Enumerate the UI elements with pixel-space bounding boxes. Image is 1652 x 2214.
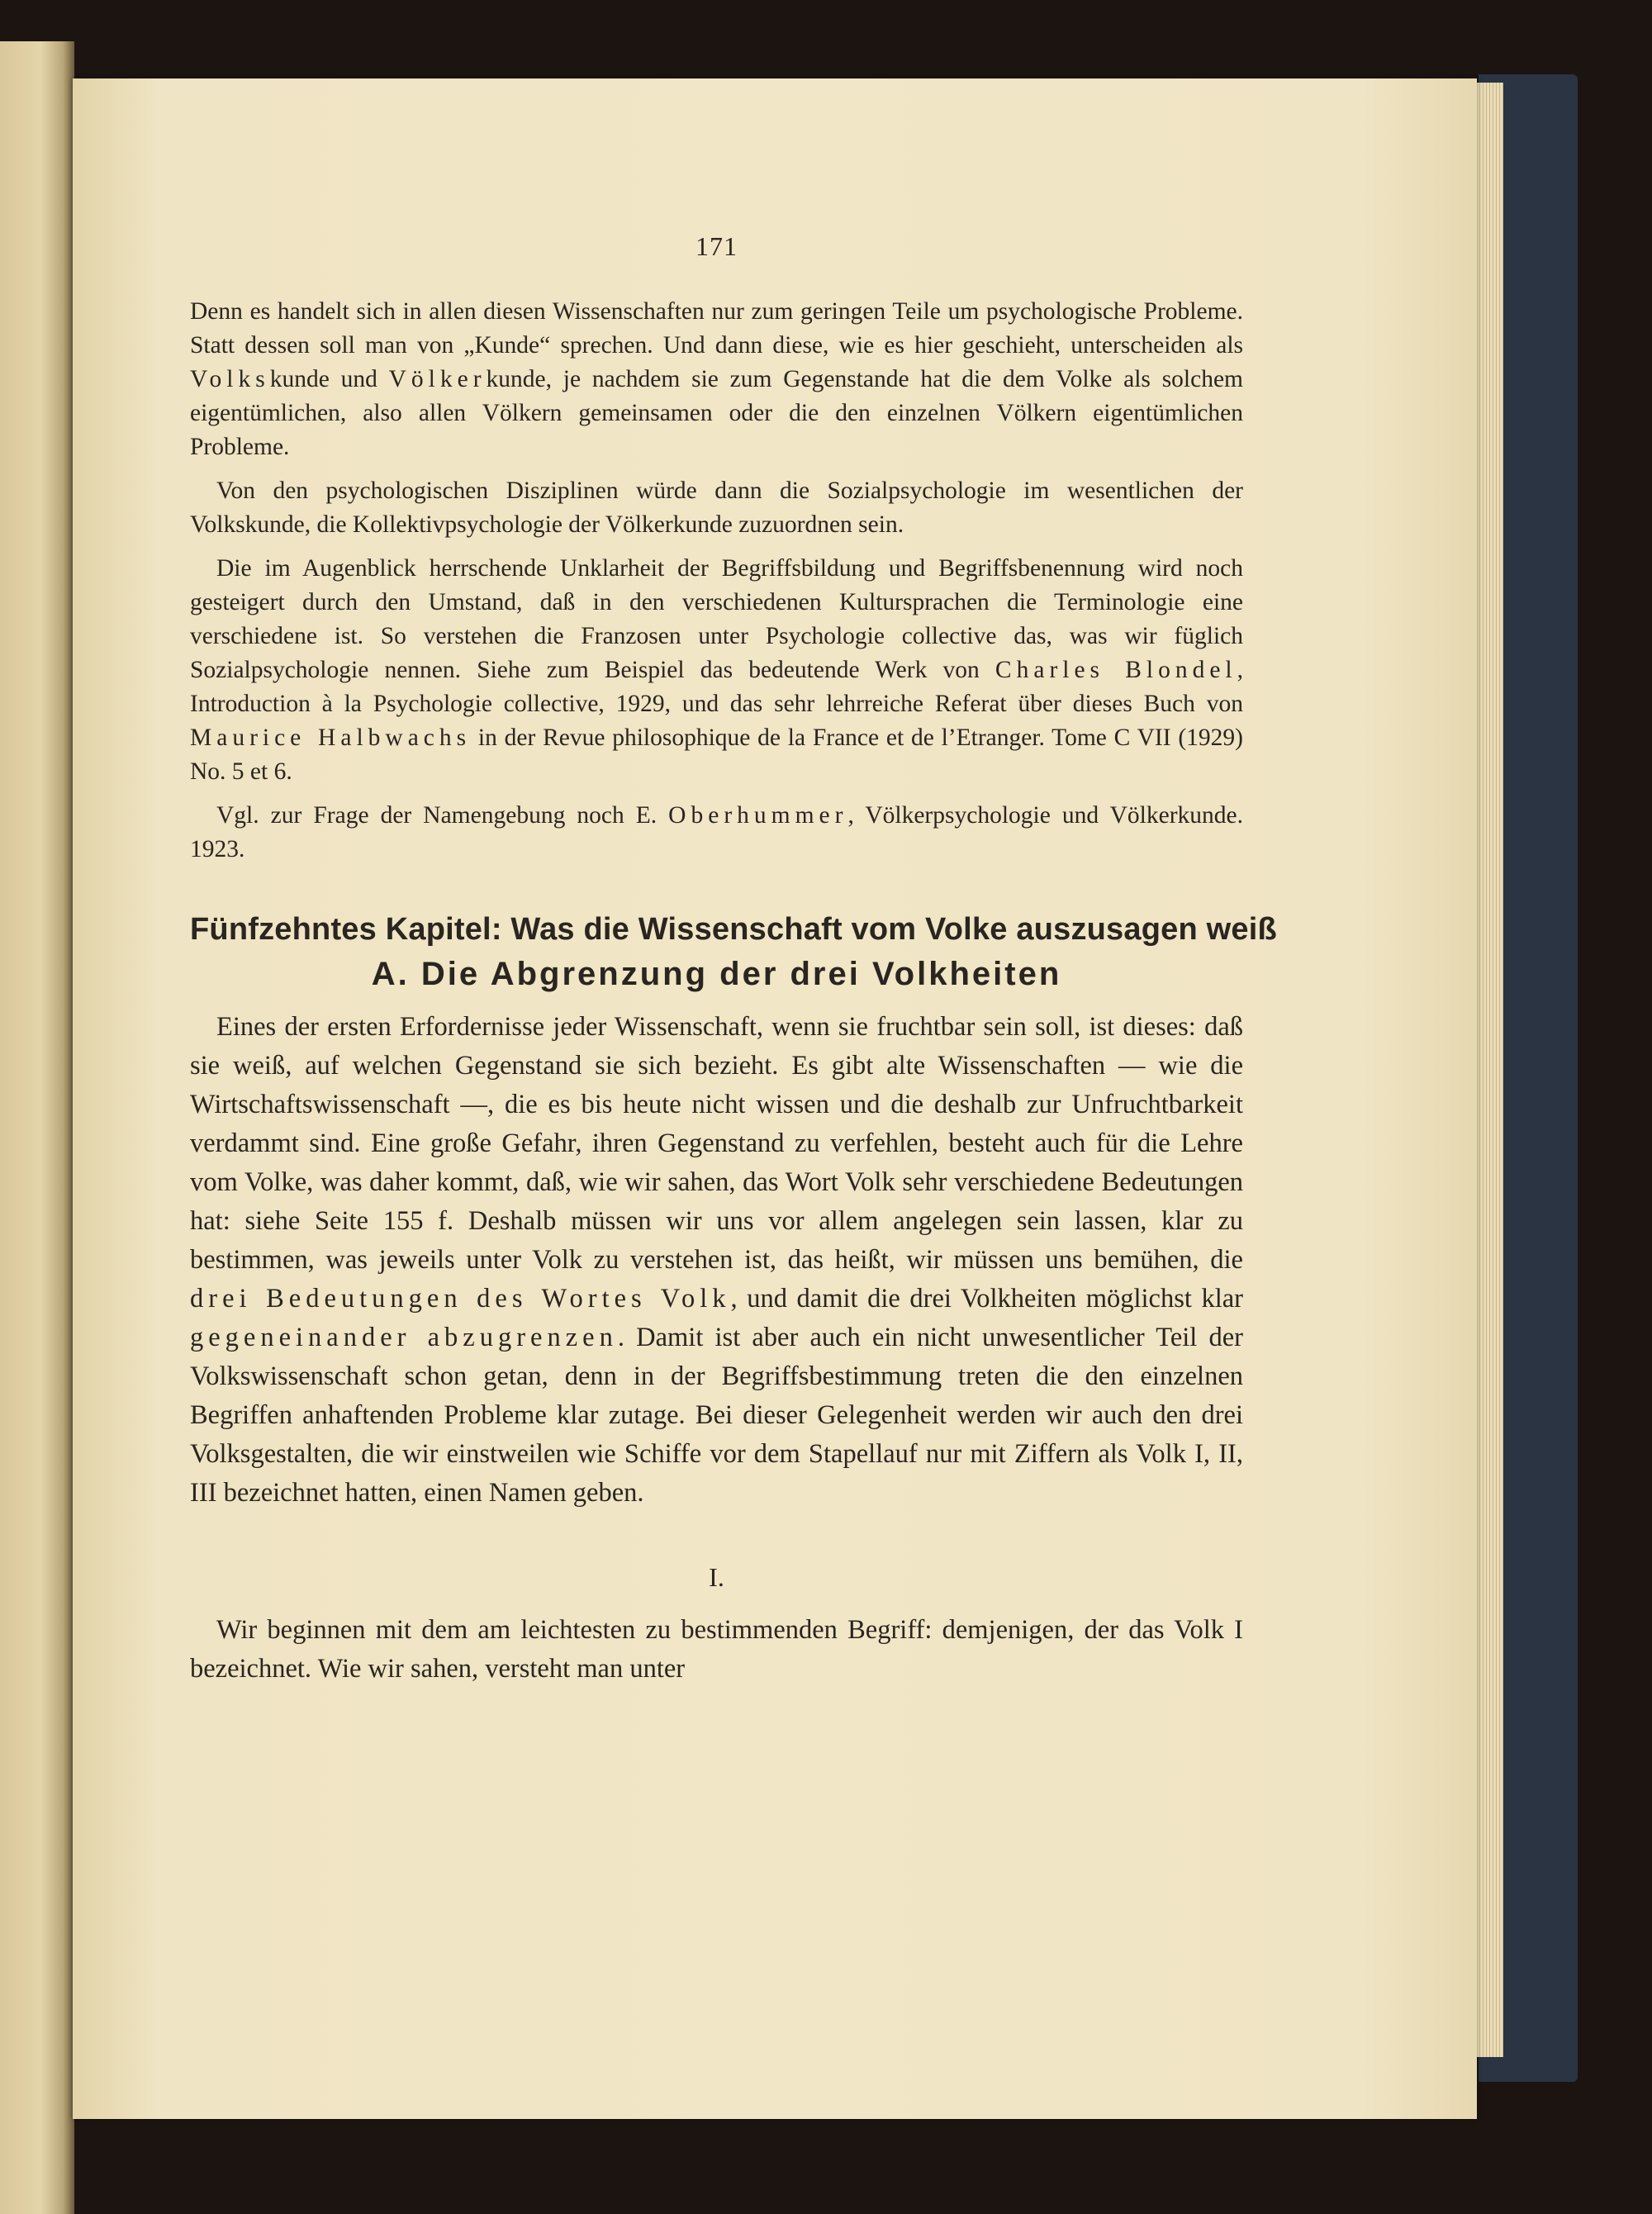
text-run: Die im Augenblick herrschende Unklarheit der Begriffsbildung und Begriffsbenennung wird noch gesteigert durch den Umstand, daß in den verschiedenen Kultursprachen die Terminologie eine verschiedene ist. So verstehen die Franzosen unter Psychologie collective das, was wir füglich Sozialpsychologie nennen. Siehe zum Beispiel das bedeutende Werk von bbox=[190, 555, 1243, 683]
text-run: . Damit ist aber auch ein nicht unwesentlicher Teil der Volkswissenschaft schon getan, denn in der Begriffsbestimmung treten die den einzelnen Begriffen anhaftenden Probleme klar zutage. Bei dieser Gelegenheit werden wir auch den drei Volksgestalten, die wir einstweilen wie Schiffe vor dem Stapellauf nur mit Ziffern als Volk I, II, III bezeichnet hatten, einen Namen geben. bbox=[190, 1323, 1243, 1508]
spaced-text: Völker bbox=[388, 366, 487, 392]
footnote-paragraph bbox=[190, 295, 1243, 464]
footnote-paragraph: Von den psychologischen Disziplinen würde dann die Sozialpsychologie im wesentlichen der Volkskunde, die Kollektivpsychologie der Völkerkunde zuzuordnen sein. bbox=[190, 477, 1243, 538]
footnote-paragraph bbox=[190, 552, 1243, 789]
main-text bbox=[190, 1008, 1243, 1689]
text-run: , Völkerpsychologie und Völkerkunde. 1923. bbox=[190, 802, 1243, 862]
spaced-text: Oberhummer bbox=[668, 802, 848, 829]
text-run: Vgl. zur Frage der Namengebung noch E. bbox=[216, 802, 669, 829]
left-facing-page bbox=[0, 41, 74, 2214]
text-run: , Introduction à la Psychologie collective, 1929, und das sehr lehrreiche Referat über dieses Buch von bbox=[190, 657, 1243, 717]
roman-heading: I. bbox=[709, 1562, 724, 1592]
text-run: Eines der ersten Erfordernisse jeder Wissenschaft, wenn sie fruchtbar sein soll, ist dieses: daß sie weiß, auf welchen Gegenstand sie sich bezieht. Es gibt alte Wissenschaften — wie die Wirtschaftswissenschaft —, die es bis heute nicht wissen und die deshalb zur Unfruchtbarkeit verdammt sind. Eine große Gefahr, ihren Gegenstand zu verfehlen, besteht auch für die Lehre vom Volke, was daher kommt, daß, wie wir sahen, das Wort Volk sehr verschiedene Bedeutungen hat: siehe Seite 155 f. Deshalb müssen wir uns vor allem angelegen sein lassen, klar zu bestimmen, was jeweils unter Volk zu verstehen ist, das heißt, wir müssen uns bemühen, die bbox=[190, 1012, 1243, 1275]
chapter-title: Fünfzehntes Kapitel: Was die Wissenschaft vom Volke auszusagen weiß bbox=[190, 912, 1277, 947]
body-paragraph: Wir beginnen mit dem am leichtesten zu bestimmenden Begriff: demjenigen, der das Volk I bezeichnet. Wie wir sahen, versteht man unter bbox=[190, 1615, 1243, 1684]
text-run: kunde, je nachdem sie zum Gegenstande hat die dem Volke als solchem eigentümlichen, also allen Völkern gemeinsamen oder die den einzelnen Völkern eigentümlichen Probleme. bbox=[190, 366, 1244, 460]
spaced-text: Charles Blondel bbox=[995, 657, 1237, 683]
text-run: , und damit die drei Volkheiten möglichst klar bbox=[730, 1284, 1243, 1314]
footnote-paragraph bbox=[190, 799, 1243, 867]
footnotes bbox=[190, 295, 1243, 867]
spaced-text: Volks bbox=[190, 366, 270, 392]
section-title: A. Die Abgrenzung der drei Volkheiten bbox=[371, 956, 1062, 992]
spaced-text: Maurice Halbwachs bbox=[190, 725, 472, 751]
body-paragraph bbox=[190, 1008, 1243, 1513]
page-number: 171 bbox=[695, 231, 738, 261]
spaced-text: drei Bedeutungen des Wortes Volk bbox=[190, 1284, 731, 1314]
spaced-text: gegeneinander abzugrenzen bbox=[190, 1323, 618, 1352]
text-run: kunde und bbox=[269, 366, 389, 392]
text-run: in der Revue philosophique de la France et de l’Etranger. Tome C VII (1929) No. 5 et 6. bbox=[190, 725, 1243, 785]
text-run: Denn es handelt sich in allen diesen Wissenschaften nur zum geringen Teile um psychologische Probleme. Statt dessen soll man von „Kunde“ sprechen. Und dann diese, wie es hier geschieht, unterscheiden als bbox=[190, 298, 1243, 359]
page-text bbox=[190, 231, 1277, 1689]
